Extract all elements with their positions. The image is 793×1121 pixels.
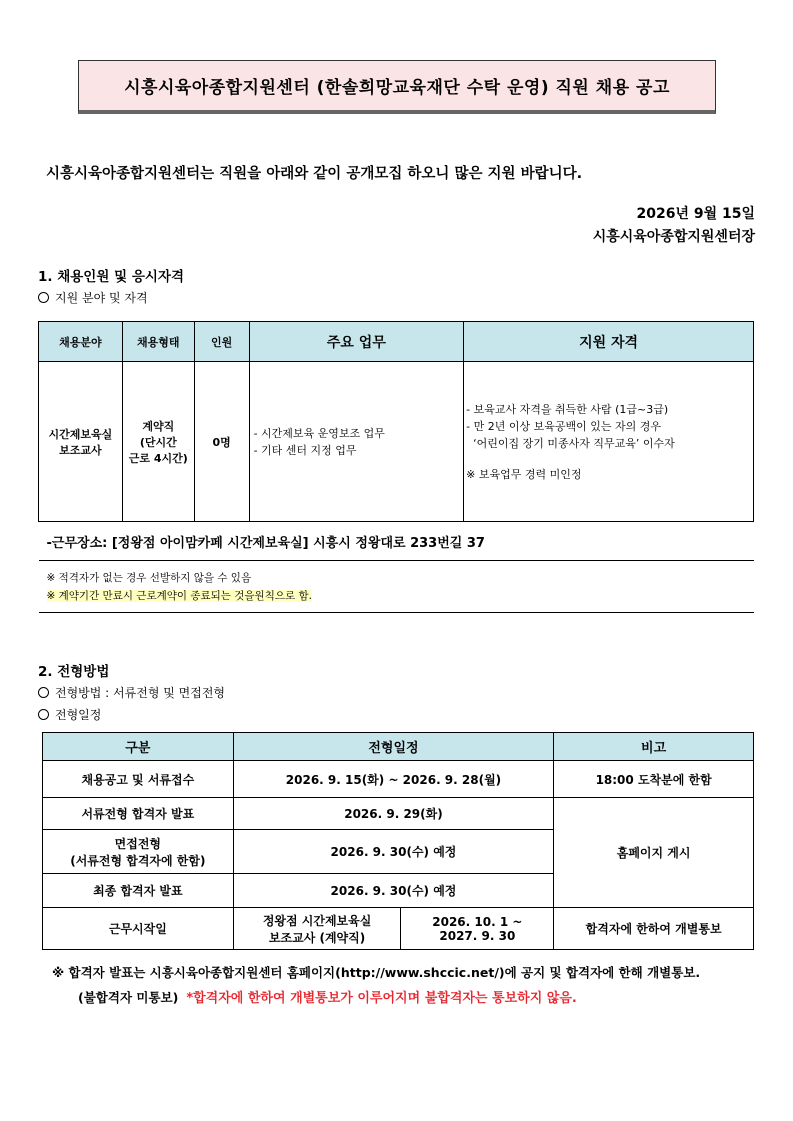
table-row: 채용공고 및 서류접수 2026. 9. 15(화) ~ 2026. 9. 28(월) 18:00 도착분에 한함 — [43, 761, 754, 798]
footer-red-note: *합격자에 한하여 개별통보가 이루어지며 불합격자는 통보하지 않음. — [186, 991, 577, 1006]
circle-bullet-icon — [38, 292, 49, 303]
header-type: 채용형태 — [122, 322, 194, 362]
cell-field: 시간제보육실 보조교사 — [39, 362, 123, 522]
section1-sub-label: 지원 분야 및 자격 — [55, 291, 148, 305]
table-row: 최종 합격자 발표 2026. 9. 30(수) 예정 — [43, 874, 754, 908]
table-row — [39, 362, 754, 522]
header-remarks: 비고 — [554, 733, 754, 761]
header-quals: 지원 자격 — [464, 322, 754, 362]
cell-count: 0명 — [194, 362, 249, 522]
header-count: 인원 — [194, 322, 249, 362]
table-row: 면접전형 (서류전형 합격자에 한함) 2026. 9. 30(수) 예정 — [43, 830, 754, 874]
notes — [39, 561, 754, 613]
cell-quals: - 보육교사 자격을 취득한 사람 (1급~3급) - 만 2년 이상 보육공백이 있는 자의 경우 ‘어린이집 장기 미종사자 직무교육’ 이수자 ※ 보육업무 경력 미인정 — [464, 362, 754, 522]
header-category: 구분 — [43, 733, 234, 761]
cell-duties: - 시간제보육 운영보조 업무 - 기타 센터 지정 업무 — [249, 362, 464, 522]
section1-sub — [38, 289, 148, 306]
schedule-table — [42, 732, 754, 950]
circle-bullet-icon — [38, 687, 49, 698]
circle-bullet-icon — [38, 709, 49, 720]
header-duties: 주요 업무 — [249, 322, 464, 362]
signer: 시흥시육아종합지원센터장 — [592, 229, 755, 245]
note-2: ※ 계약기간 만료시 근로계약이 종료되는 것을원칙으로 함. — [46, 589, 312, 602]
intro-text: 시흥시육아종합지원센터는 직원을 아래와 같이 공개모집 하오니 많은 지원 바랍니다. — [46, 166, 583, 182]
header-schedule: 전형일정 — [233, 733, 554, 761]
note-1: ※ 적격자가 없는 경우 선발하지 않을 수 있음 — [46, 571, 252, 584]
table-row: 근무시작일 정왕점 시간제보육실 보조교사 (계약직) 2026. 10. 1 ~ 2027. 9. 30 합격자에 한하여 개별통보 — [43, 908, 754, 950]
cell-type: 계약직 (단시간 근로 4시간) — [122, 362, 194, 522]
section1-heading: 1. 채용인원 및 응시자격 — [38, 269, 184, 285]
recruitment-table — [38, 321, 754, 613]
section2-sub1: 전형방법 : 서류전형 및 면접전형 — [38, 684, 225, 701]
header-field: 채용분야 — [39, 322, 123, 362]
section2-sub2: 전형일정 — [38, 706, 101, 723]
announcement-date: 2026년 9월 15일 — [636, 206, 755, 222]
section2-heading: 2. 전형방법 — [38, 664, 110, 680]
work-location: -근무장소: [정왕점 아이맘카페 시간제보육실] 시흥시 정왕대로 233번길 37 — [39, 522, 754, 561]
page-title: 시흥시육아종합지원센터 (한솔희망교육재단 수탁 운영) 직원 채용 공고 — [78, 60, 716, 114]
footer-note-2: (불합격자 미통보) *합격자에 한하여 개별통보가 이루어지며 불합격자는 통보하지 않음. — [78, 990, 577, 1006]
footer-note: ※ 합격자 발표는 시흥시육아종합지원센터 홈페이지(http://www.shccic.net/)에 공지 및 합격자에 한해 개별통보. — [52, 965, 701, 980]
shared-note: 홈페이지 게시 — [554, 798, 754, 908]
table-row: 서류전형 합격자 발표 2026. 9. 29(화) 홈페이지 게시 — [43, 798, 754, 830]
